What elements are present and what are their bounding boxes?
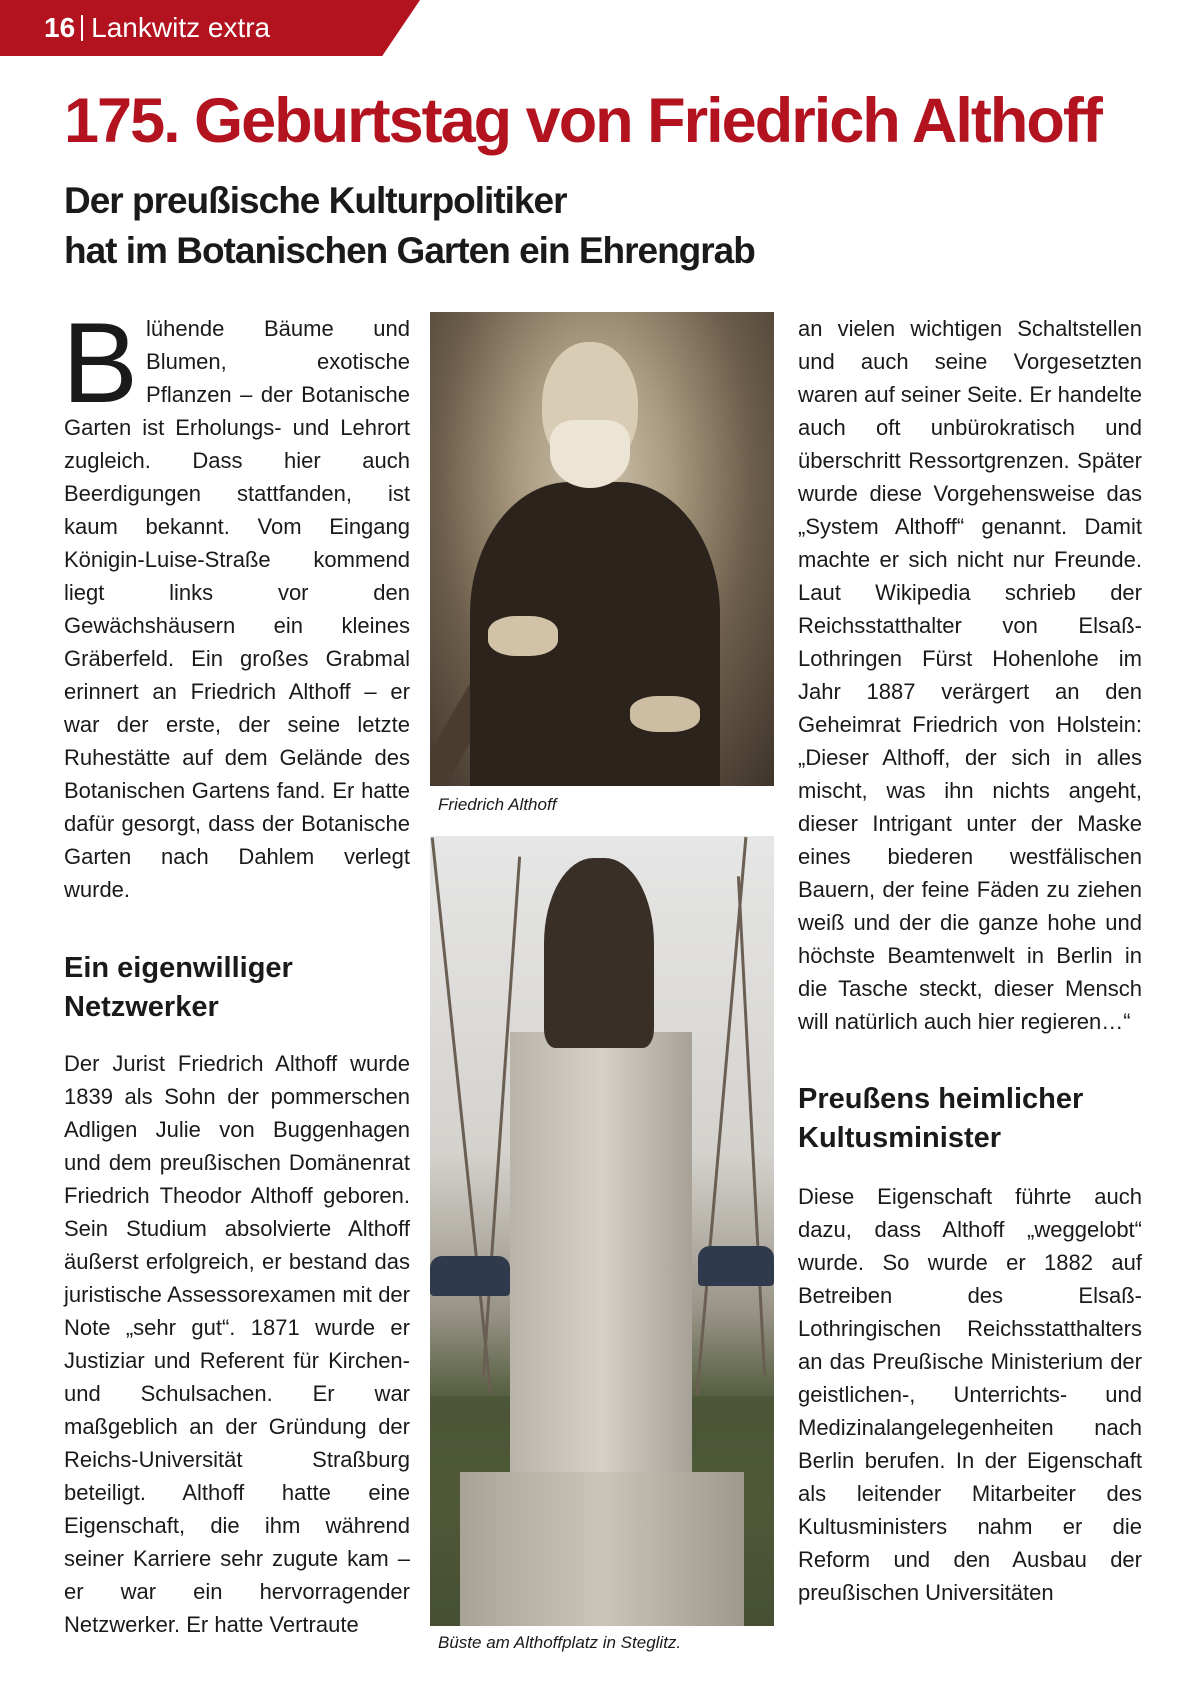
subtitle-line-2: hat im Botanischen Garten ein Ehrengrab — [64, 230, 755, 271]
article-title: 175. Geburtstag von Friedrich Althoff — [64, 86, 1101, 156]
left-column — [62, 300, 410, 1641]
intro-text: lühende Bäume und Blumen, exotische Pflanzen – der Botanische Garten ist Erholungs- und Lehrort zugleich. Dass hier auch Beerdigungen stattfanden, ist kaum bekannt. Vom Eingang Königin-Luise-Straße kommend liegt links vor den Gewächshäusern ein kleines Gräberfeld. Ein großes Grabmal erinnert an Friedrich Althoff – er war der erste, der seine letzte Ruhestätte auf dem Gelände des Botanischen Gartens fand. Er hatte dafür gesorgt, dass der Botanische Garten nach Dahlem verlegt wurde. — [64, 316, 410, 902]
section-heading-kultusminister — [798, 1080, 1142, 1158]
tree-shape — [737, 876, 766, 1375]
car-shape — [698, 1246, 774, 1286]
heading-line-1: Preußens heimlicher — [798, 1083, 1084, 1115]
portrait-caption: Friedrich Althoff — [438, 795, 557, 814]
heading-line-2: Kultusminister — [798, 1122, 1002, 1154]
section1-paragraph: Der Jurist Friedrich Althoff wurde 1839 als Sohn der pommerschen Adligen Julie von Buggenhagen und dem preußischen Domänenrat Friedrich Theodor Althoff geboren. Sein Studium absolvierte Althoff äußerst erfolgreich, er bestand das juristische Assessorexamen mit der Note „sehr gut“. 1871 wurde er Justiziar und Referent für Kirchen- und Schulsachen. Er war maßgeblich an der Gründung der Reichs-Universität Straßburg beteiligt. Althoff hatte eine Eigenschaft, die ihm während seiner Karriere sehr zugute kam – er war ein hervorragender Netzwerker. Er hatte Vertraute — [64, 1051, 410, 1637]
right-column — [798, 312, 1142, 1609]
intro-paragraph — [62, 300, 410, 906]
bust-photo — [430, 836, 774, 1626]
hand-shape — [488, 616, 558, 656]
beard-shape — [550, 420, 630, 488]
hand-shape — [630, 696, 700, 732]
section-header — [44, 10, 270, 46]
section-heading-netzwerker — [64, 949, 410, 1027]
portrait-photo — [430, 312, 774, 786]
tree-shape — [431, 837, 493, 1394]
car-shape — [430, 1256, 510, 1296]
section2-paragraph: Diese Eigenschaft führte auch dazu, dass Althoff „weggelobt“ wurde. So wurde er 1882 auf Betreiben des Elsaß-Lothringischen Reichsstatthalters an das Preußische Ministerium der geistlichen-, Unterrichts- und Medizinalangelegenheiten nach Berlin berufen. In der Eigenschaft als leitender Mitarbeiter des Kultusministers nahm er die Reform und den Ausbau der preußischen Universitäten — [798, 1184, 1142, 1605]
article-subtitle — [64, 176, 755, 276]
heading-line-1: Ein eigenwilliger — [64, 952, 293, 984]
pedestal-shape — [510, 1032, 692, 1472]
base-shape — [460, 1472, 744, 1626]
header-separator — [81, 15, 83, 41]
bust-caption: Büste am Althoffplatz in Steglitz. — [438, 1633, 682, 1652]
page-number: 16 — [44, 12, 76, 43]
subtitle-line-1: Der preußische Kulturpolitiker — [64, 180, 567, 221]
section-name: Lankwitz extra — [91, 12, 271, 43]
bust-shape — [544, 858, 654, 1048]
drop-cap: B — [62, 300, 139, 427]
heading-line-2: Netzwerker — [64, 991, 219, 1023]
right-paragraph: an vielen wichtigen Schaltstellen und auch seine Vorgesetzten waren auf seiner Seite. Er handelte auch oft unbürokratisch und überschritt Ressortgrenzen. Später wurde diese Vorgehensweise das „System Althoff“ genannt. Damit machte er sich nicht nur Freunde. Laut Wikipedia schrieb der Reichsstatthalter von Elsaß-Lothringen Fürst Hohenlohe im Jahr 1887 verärgert an den Geheimrat Friedrich von Holstein: „Dieser Althoff, der sich in alles mischt, was ihn nichts angeht, dieser Intrigant unter der Maske eines biederen westfälischen Bauern, der feine Fäden zu ziehen weiß und der die ganze hohe und höchste Beamtenwelt in Berlin in die Tasche steckt, dieser Mensch will natürlich auch hier regieren…“ — [798, 316, 1142, 1034]
